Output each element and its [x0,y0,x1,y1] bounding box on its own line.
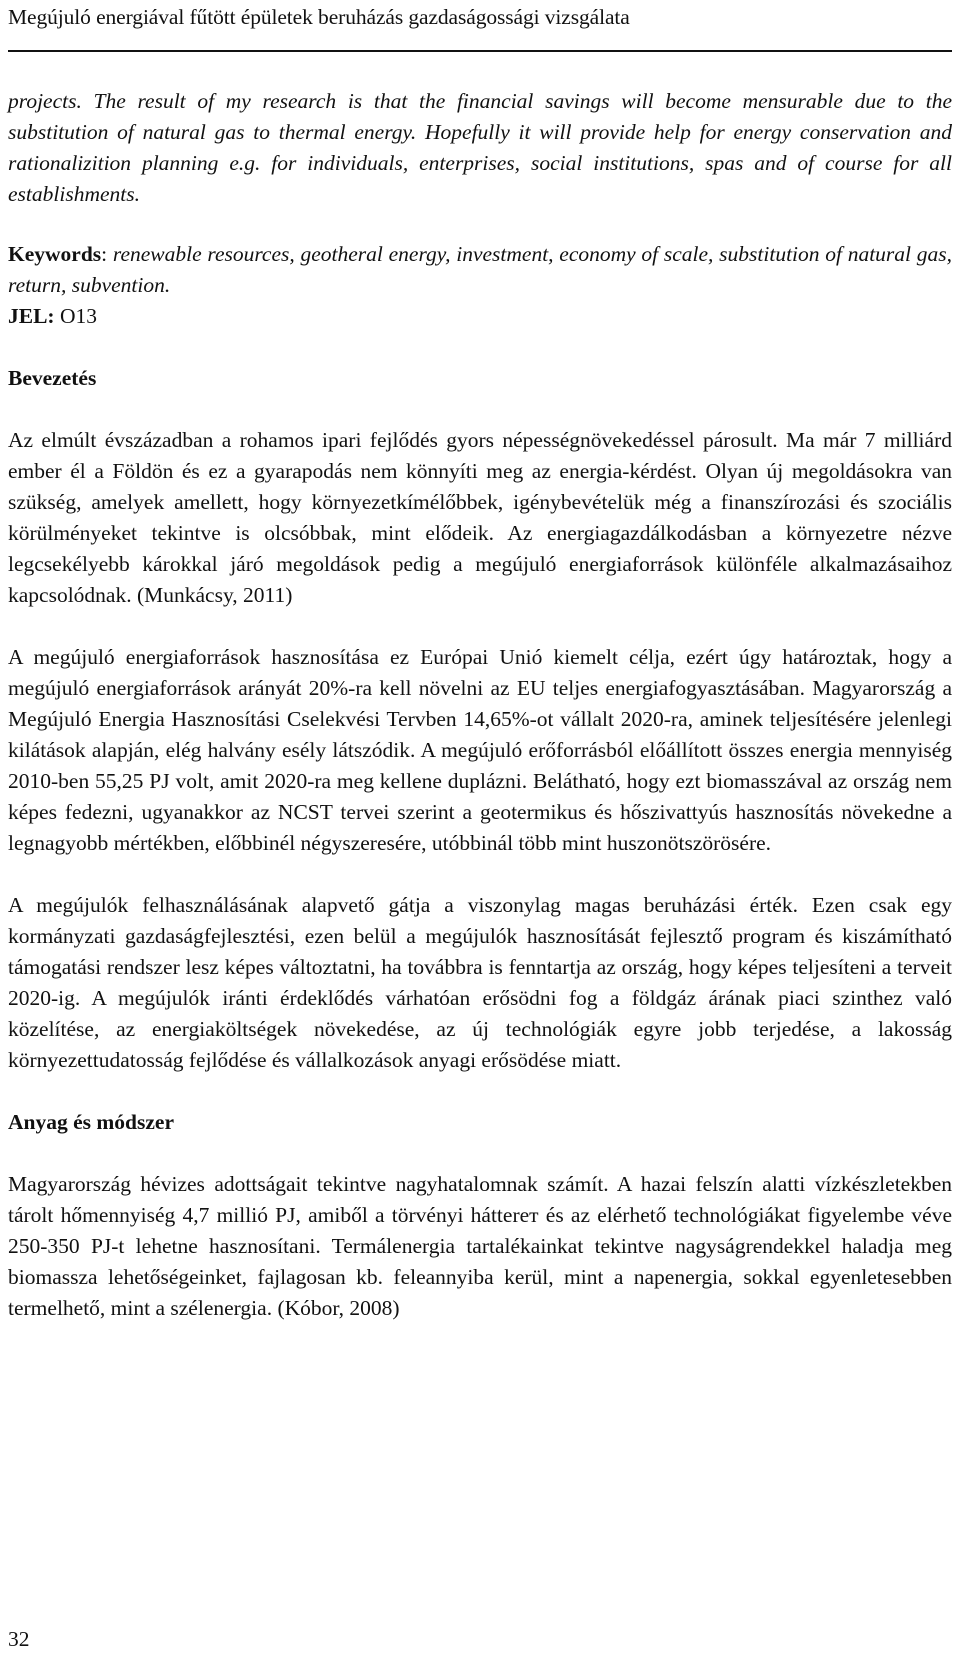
section-heading-anyag-es-modszer: Anyag és módszer [8,1110,175,1134]
header-rule [8,50,952,52]
paragraph: A megújuló energiaforrások hasznosítása ez Európai Unió kiemelt célja, ezért úgy határoztak, hogy a megújuló energiaforrások arányát 20%-ra kell növelni az EU teljes energiafogyasztásában. Magyarország a Megújuló Energia Hasznosítási Cselekvési Tervben 14,65%-ot vállalt 2020-ra, aminek teljesítésére jelenlegi kilátások alapján, elég halvány esély látszódik. A megújuló erőforrásból előállított összes energia mennyiség 2010-ben 55,25 PJ volt, amit 2020-ra meg kellene duplázni. Belátható, hogy ezt biomasszával az ország nem képes fedezni, ugyanakkor az NCST tervei szerint a geotermikus és hőszivattyús hasznosítás növekedne a legnagyobb mértékben, előbbinél négyszeresére, utóbbinál több mint huszonötszörösére. [8,645,952,855]
running-title: Megújuló energiával fűtött épületek beruházás gazdaságossági vizsgálata [8,5,630,29]
keywords-text: renewable resources, geotheral energy, investment, economy of scale, substitution of natural gas, return, subvention. [8,242,952,297]
abstract-tail: projects. The result of my research is that the financial savings will become mensurable due to the substitution of natural gas to thermal energy. Hopefully it will provide help for energy conservation and rationalizition planning e.g. for individuals, enterprises, social institutions, spas and of course for all establishments. [8,89,952,206]
page-body [8,86,952,1324]
paragraph: Az elmúlt évszázadban a rohamos ipari fejlődés gyors népességnövekedéssel párosult. Ma már 7 milliárd ember él a Földön és ez a gyarapodás nem könnyíti meg az energia-kérdést. Olyan új megoldásokra van szükség, amelyek amellett, hogy környezetkímélőbbek, igénybevételük még a finanszírozási és szociális körülményeket tekintve is olcsóbbak, mint elődeik. Az energiagazdálkodásban a környezetre nézve legcsekélyebb károkkal járó megoldások pedig a megújuló energiaforrások különféle alkalmazásaihoz kapcsolódnak. (Munkácsy, 2011) [8,428,952,607]
keywords-separator: : [101,242,113,266]
jel-label: JEL: [8,304,55,328]
jel-code: O13 [54,304,97,328]
page-number: 32 [8,1627,30,1651]
section-heading-bevezetes: Bevezetés [8,366,97,390]
keywords-line [8,239,952,301]
keywords-label: Keywords [8,242,102,266]
paragraph: A megújulók felhasználásának alapvető gátja a viszonylag magas beruházási érték. Ezen csak egy kormányzati gazdaságfejlesztési, ezen belül a megújulók hasznosítását fejlesztő program és kiszámítható támogatási rendszer lesz képes változtatni, ha továbbra is fenntartja az ország, hogy képes teljesíteni a terveit 2020-ig. A megújulók iránti érdeklődés várhatóan erősödni fog a földgáz árának piaci szinthez való közelítése, az energiaköltségek növekedése, az új technológiák egyre jobb terjedése, a lakosság környezettudatosság fejlődése és vállalkozások anyagi erősödése miatt. [8,893,952,1072]
paragraph: Magyarország hévizes adottságait tekintve nagyhatalomnak számít. A hazai felszín alatti vízkészletekben tárolt hőmennyiség 4,7 millió PJ, amiből a törvényi háttereт és az elérhető technológiákat figyelembe véve 250-350 PJ-t lehetne hasznosítani. Termálenergia tartalékainkat tekintve nagyságrendekkel haladja meg biomassza lehetőségeinket, fajlagosan kb. feleannyiba kerül, mint a napenergia, sokkal egyenletesebben termelhető, mint a szélenergia. (Kóbor, 2008) [8,1172,952,1320]
jel-line [8,301,952,332]
